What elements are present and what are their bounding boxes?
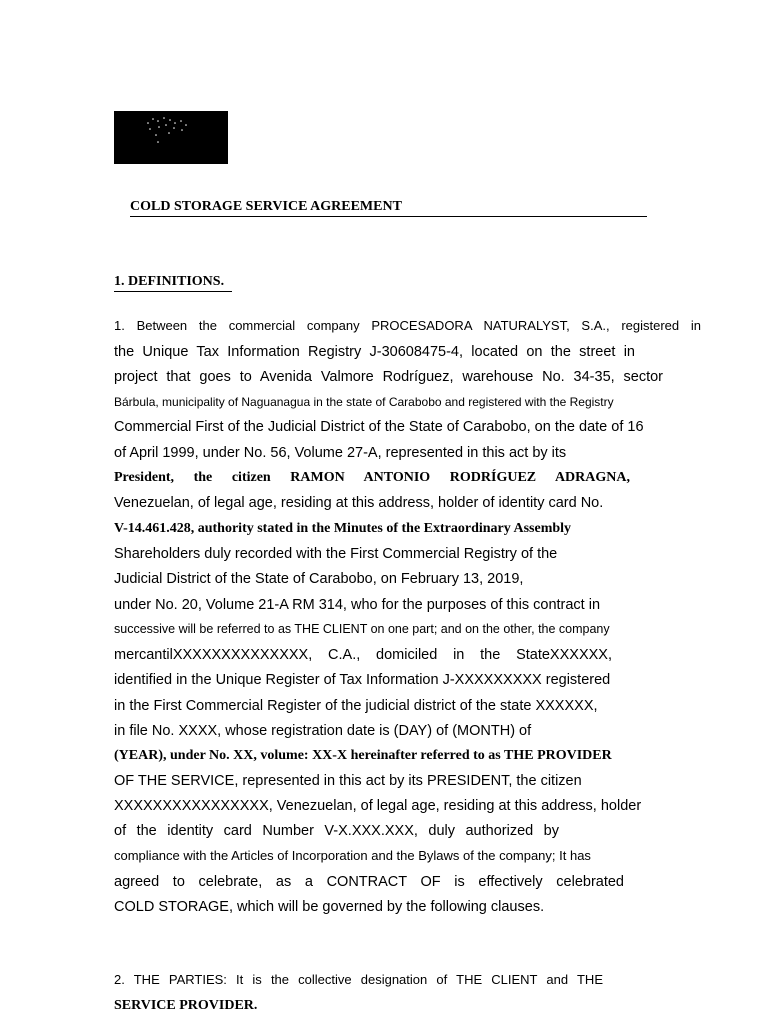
paragraph-line: successive will be referred to as THE CLIENT on one part; and on the other, the company xyxy=(114,622,610,636)
paragraph-line: under No. 20, Volume 21-A RM 314, who for the purposes of this contract in xyxy=(114,597,601,613)
paragraph-line: of the identity card Number V-X.XXX.XXX, duly authorized by xyxy=(114,823,559,839)
paragraph-line: COLD STORAGE, which will be governed by the following clauses. xyxy=(114,899,545,915)
parties-line: 2. THE PARTIES: It is the collective designation of THE CLIENT and THE xyxy=(114,972,603,987)
paragraph-line: agreed to celebrate, as a CONTRACT OF is effectively celebrated xyxy=(114,874,624,890)
paragraph-line-bold: (YEAR), under No. XX, volume: XX-X hereinafter referred to as THE PROVIDER xyxy=(114,748,612,763)
paragraph-line: Shareholders duly recorded with the First Commercial Registry of the xyxy=(114,546,558,562)
paragraph-line: project that goes to Avenida Valmore Rodríguez, warehouse No. 34-35, sector xyxy=(114,369,663,385)
paragraph-line: Commercial First of the Judicial District of the State of Carabobo, on the date of 16 xyxy=(114,419,644,435)
paragraph-line-bold: V-14.461.428, authority stated in the Minutes of the Extraordinary Assembly xyxy=(114,521,572,536)
parties-line-bold: SERVICE PROVIDER. xyxy=(114,998,258,1013)
paragraph-line: Judicial District of the State of Carabobo, on February 13, 2019, xyxy=(114,571,524,587)
paragraph-line-bold: President, the citizen RAMON ANTONIO RODRÍGUEZ ADRAGNA, xyxy=(114,470,630,485)
paragraph-line: XXXXXXXXXXXXXXXX, Venezuelan, of legal age, residing at this address, holder xyxy=(114,798,642,814)
paragraph-line: in file No. XXXX, whose registration date is (DAY) of (MONTH) of xyxy=(114,723,532,739)
paragraph-line: Venezuelan, of legal age, residing at this address, holder of identity card No. xyxy=(114,495,604,511)
logo-graphic xyxy=(114,111,228,164)
paragraph-line: mercantilXXXXXXXXXXXXXX, C.A., domiciled in the StateXXXXXX, xyxy=(114,647,612,663)
document-title: COLD STORAGE SERVICE AGREEMENT xyxy=(130,198,647,217)
section-heading-definitions: 1. DEFINITIONS. xyxy=(114,273,232,292)
company-logo xyxy=(114,111,228,164)
paragraph-line: in the First Commercial Register of the judicial district of the state XXXXXX, xyxy=(114,698,598,714)
paragraph-line: 1. Between the commercial company PROCESADORA NATURALYST, S.A., registered in xyxy=(114,318,701,333)
paragraph-line: compliance with the Articles of Incorporation and the Bylaws of the company; It has xyxy=(114,848,591,863)
paragraph-line: of April 1999, under No. 56, Volume 27-A, represented in this act by its xyxy=(114,445,567,461)
paragraph-line: OF THE SERVICE, represented in this act by its PRESIDENT, the citizen xyxy=(114,773,582,789)
paragraph-line: Bárbula, municipality of Naguanagua in the state of Carabobo and registered with the Registry xyxy=(114,395,614,409)
paragraph-line: the Unique Tax Information Registry J-30608475-4, located on the street in xyxy=(114,344,635,360)
paragraph-line: identified in the Unique Register of Tax Information J-XXXXXXXXX registered xyxy=(114,672,611,688)
